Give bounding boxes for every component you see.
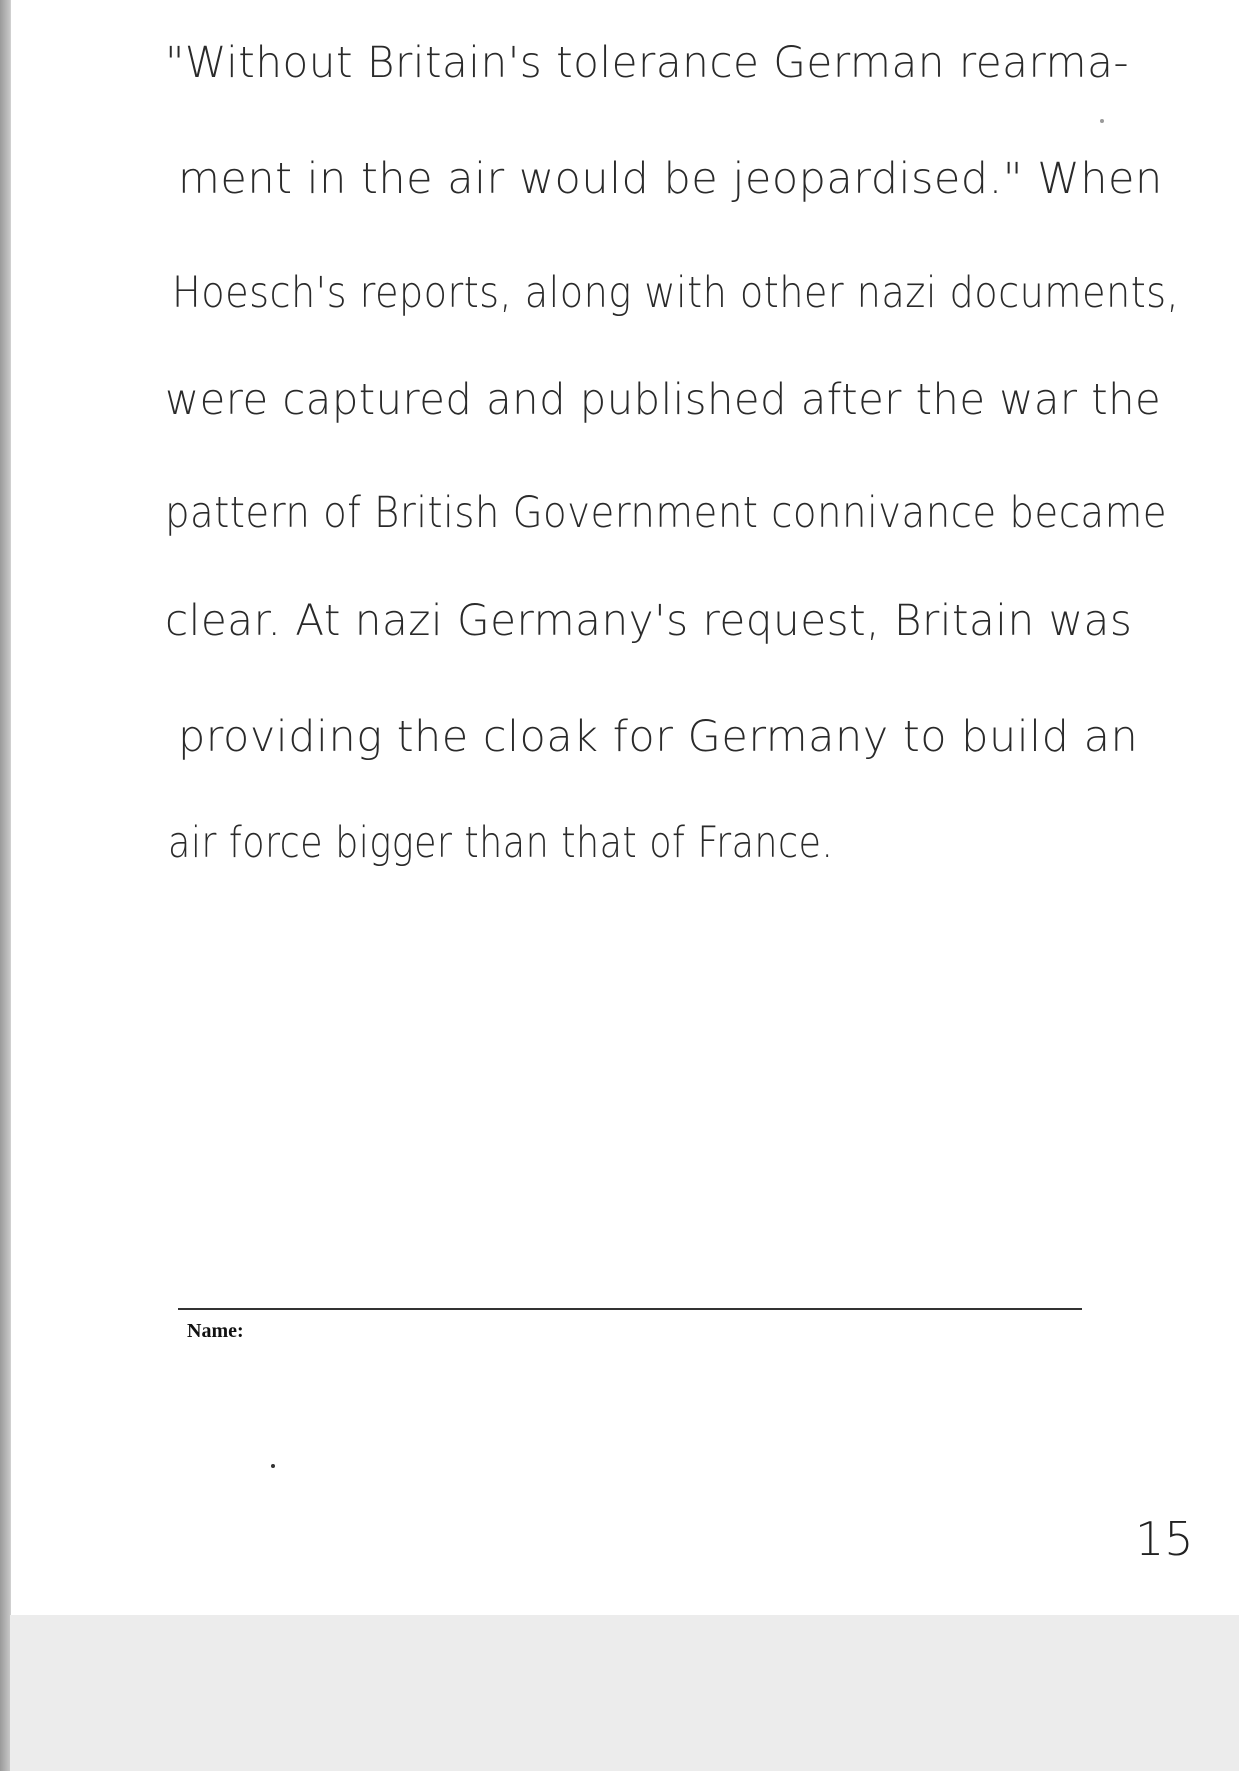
handwritten-line-1: "Without Britain's tolerance German rearma- (165, 38, 1130, 88)
name-signature-line (178, 1308, 1082, 1310)
name-label: Name: (187, 1320, 244, 1342)
handwritten-line-6: clear. At nazi Germany's request, Britain was (165, 596, 1133, 646)
handwritten-line-8: air force bigger than that of France. (168, 818, 834, 868)
handwritten-line-7: providing the cloak for Germany to build an (178, 712, 1139, 762)
page-number: 15 (1135, 1512, 1194, 1566)
handwritten-line-4: were captured and published after the war the (165, 375, 1162, 425)
ink-speck (1100, 119, 1104, 123)
handwritten-line-5: pattern of British Government connivance became (165, 488, 1167, 538)
scan-bottom-strip (10, 1615, 1239, 1771)
ink-speck (271, 1464, 275, 1468)
paper-sheet (10, 0, 1239, 1615)
handwritten-line-2: ment in the air would be jeopardised." When (178, 154, 1163, 204)
handwritten-line-3: Hoesch's reports, along with other nazi documents, (172, 268, 1180, 318)
